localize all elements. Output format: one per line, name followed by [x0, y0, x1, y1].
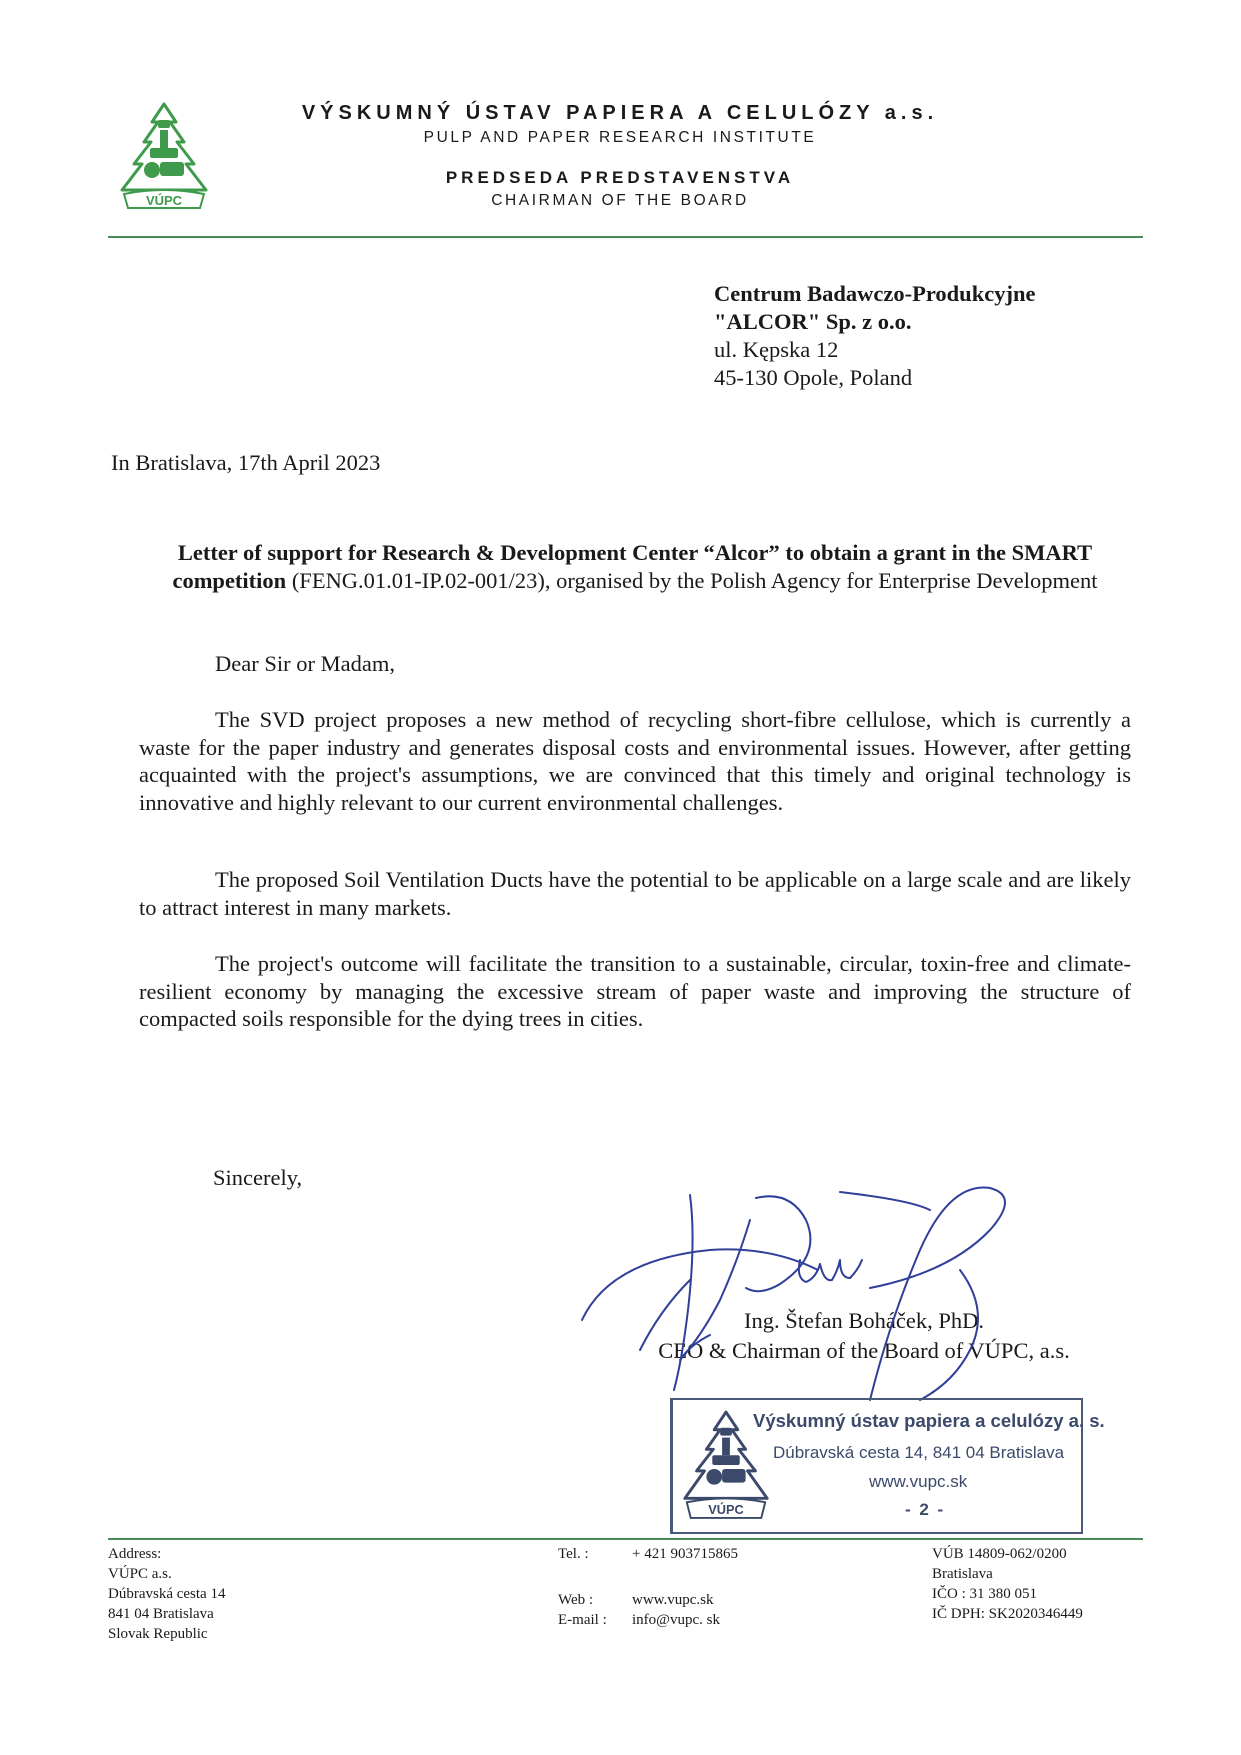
footer-tel: + 421 903715865: [632, 1546, 738, 1562]
recipient-address: [714, 280, 1035, 392]
footer-web: www.vupc.sk: [632, 1592, 714, 1608]
org-name: VÝSKUMNÝ ÚSTAV PAPIERA A CELULÓZY a.s.: [301, 102, 939, 124]
footer-bank-info: [932, 1544, 1083, 1624]
recipient-line-2: "ALCOR" Sp. z o.o.: [714, 309, 912, 334]
footer-address-line: Slovak Republic: [108, 1626, 208, 1642]
footer-address-line: Address:: [108, 1546, 162, 1562]
recipient-line-3: ul. Kępska 12: [714, 337, 839, 362]
signer-title: CEO & Chairman of the Board of VÚPC, a.s.: [658, 1338, 1070, 1363]
letter-date: In Bratislava, 17th April 2023: [111, 450, 381, 475]
stamp-web: www.vupc.sk: [869, 1472, 968, 1491]
footer-bank-line: IČ DPH: SK2020346449: [932, 1606, 1083, 1622]
recipient-line-4: 45-130 Opole, Poland: [714, 365, 913, 390]
footer-bank-line: Bratislava: [932, 1566, 993, 1582]
logo-text: VÚPC: [145, 193, 183, 208]
page-number: - 2 -: [905, 1500, 946, 1519]
footer-address-line: Dúbravská cesta 14: [108, 1586, 226, 1602]
signer-name: Ing. Štefan Boháček, PhD.: [744, 1308, 984, 1333]
stamp-address: Dúbravská cesta 14, 841 04 Bratislava: [773, 1443, 1065, 1462]
company-stamp: [670, 1398, 1105, 1534]
letter-subject: [140, 539, 1130, 594]
handwritten-signature: [570, 1160, 1090, 1430]
closing: Sincerely,: [213, 1165, 303, 1190]
subject-rest: (FENG.01.01-IP.02-001/23), organised by the Polish Agency for Enterprise Development: [286, 567, 1098, 593]
greeting: Dear Sir or Madam,: [215, 651, 395, 676]
subject-bold: Letter of support for Research & Development Center “Alcor” to obtain a grant in the SMART competition: [172, 540, 1093, 593]
footer-email: info@vupc. sk: [632, 1612, 720, 1628]
recipient-line-1: Centrum Badawczo-Produkcyjne: [714, 281, 1036, 306]
footer-tel-label: Tel. :: [558, 1546, 589, 1562]
footer-divider: [108, 1538, 1143, 1540]
stamp-org: Výskumný ústav papiera a celulózy a. s.: [753, 1410, 1105, 1431]
body-paragraph-3: The project's outcome will facilitate the transition to a sustainable, circular, toxin-free and climate-resilient economy by managing the excessive stream of paper waste and improving the structure of compacted soils responsible for the dying trees in cities.: [139, 951, 1131, 1031]
org-name-en: PULP AND PAPER RESEARCH INSTITUTE: [423, 129, 817, 146]
body-paragraph-2: The proposed Soil Ventilation Ducts have the potential to be applicable on a large scale and are likely to attract interest in many markets.: [139, 867, 1131, 920]
footer-address-line: 841 04 Bratislava: [108, 1606, 214, 1622]
footer-address-line: VÚPC a.s.: [108, 1566, 172, 1582]
footer-bank-line: IČO : 31 380 051: [932, 1586, 1037, 1602]
footer-address: [108, 1544, 225, 1644]
stamp-logo-text: VÚPC: [708, 1502, 744, 1518]
body-paragraph-1: The SVD project proposes a new method of recycling short-fibre cellulose, which is currently a waste for the paper industry and generates disposal costs and environmental issues. However, after getting acquainted with the project's assumptions, we are convinced that this timely and original technology is innovative and highly relevant to our current environmental challenges.: [139, 707, 1131, 815]
role-title-en: CHAIRMAN OF THE BOARD: [491, 192, 749, 209]
footer-web-label: Web :: [558, 1592, 594, 1608]
role-title: PREDSEDA PREDSTAVENSTVA: [445, 168, 795, 187]
vupc-logo-icon: [114, 100, 214, 212]
footer-email-label: E-mail :: [558, 1612, 607, 1628]
header-divider: [108, 236, 1143, 238]
footer-bank-line: VÚB 14809-062/0200: [932, 1546, 1067, 1562]
